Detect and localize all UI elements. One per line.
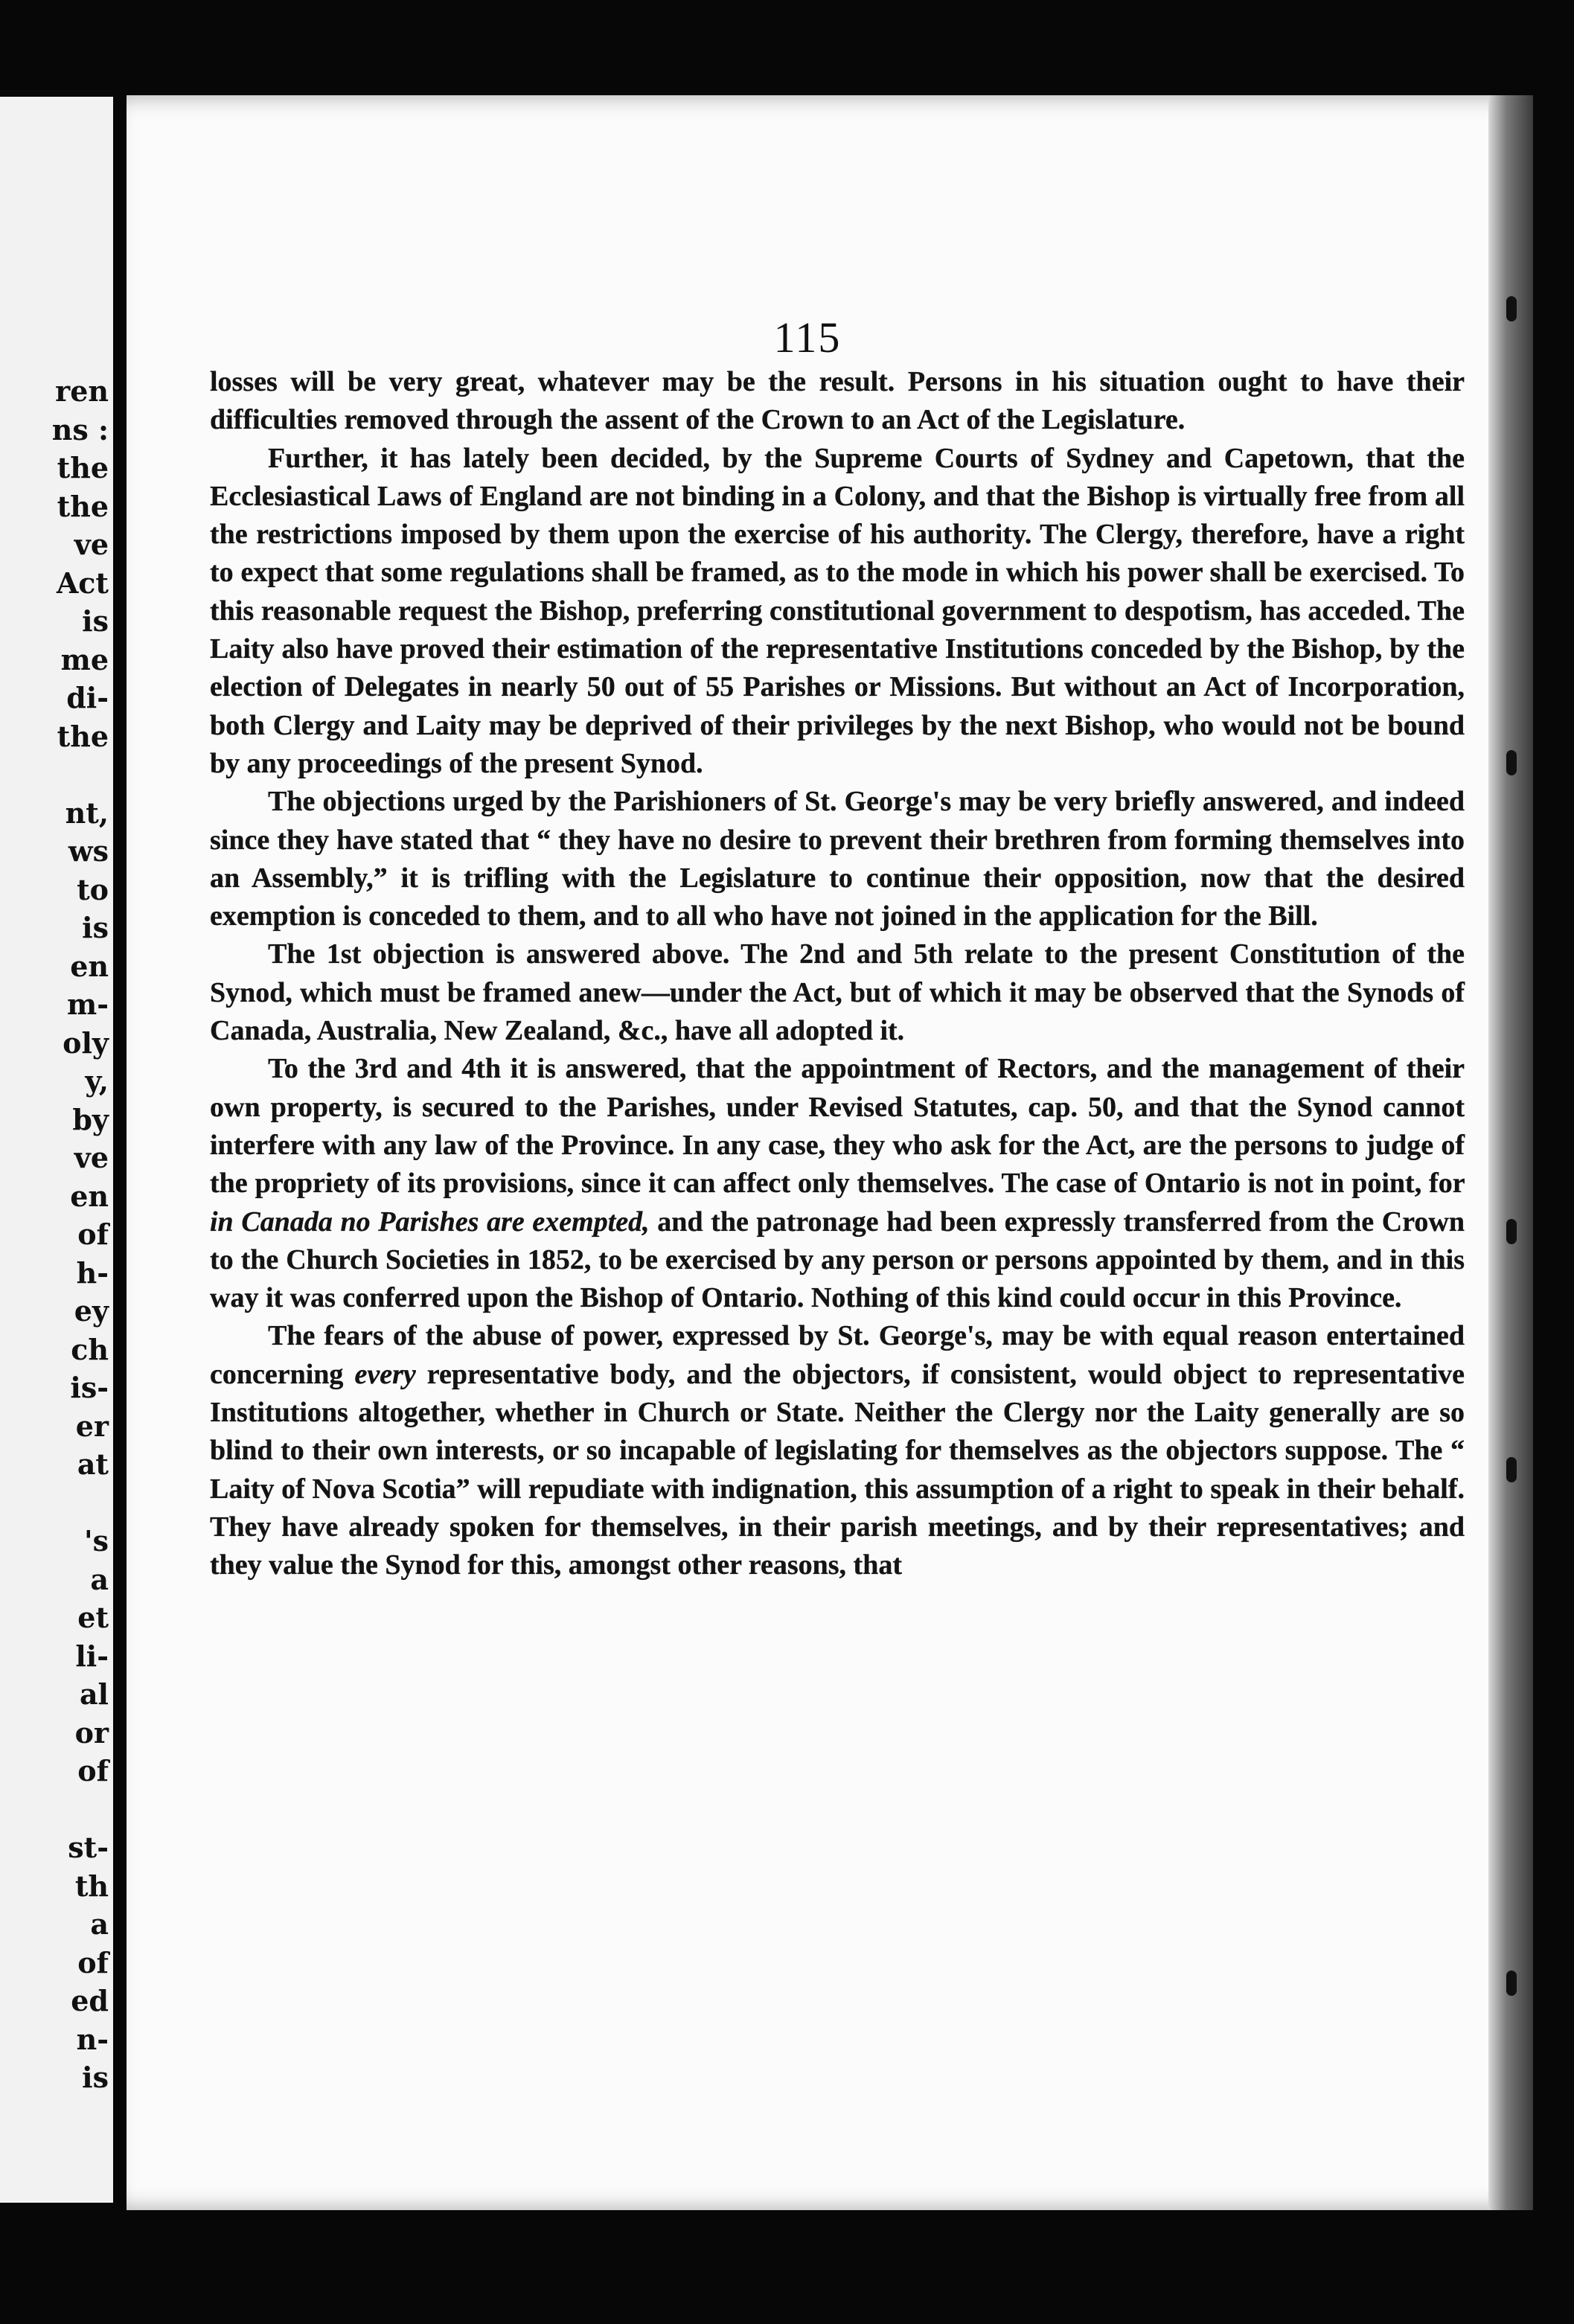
facing-page-line-fragment: is bbox=[82, 604, 109, 638]
facing-page-line-fragment: of bbox=[77, 1217, 109, 1251]
facing-page-line-fragment: the bbox=[57, 719, 109, 753]
page-number: 115 bbox=[773, 313, 842, 362]
facing-page-line-fragment: al bbox=[79, 1677, 109, 1711]
text-run: Further, it has lately been decided, by the Supreme Courts of Sydney and Capetown, that the Ecclesiastical Laws of England are not binding in a Colony, and that the Bishop is virtually free from all the restrictions imposed by them upon the exercise of his authority. The Clergy, therefore, have a right to expect that some regulations shall be framed, as to the mode in which his power shall be exercised. To this reasonable request the Bishop, preferring constitutional government to despotism, has acceded. The Laity also have proved their estimation of the representative Institutions conceded by the Bishop, by the election of Delegates in nearly 50 out of 55 Parishes or Missions. But without an Act of Incorporation, both Clergy and Laity may be deprived of their privileges by the next Bishop, who would not be bound by any proceedings of the present Synod. bbox=[210, 442, 1465, 779]
paragraph bbox=[210, 1317, 1465, 1584]
text-run: The 1st objection is answered above. The 2nd and 5th relate to the present Constitution of the Synod, which must be framed anew—under the Act, but of which it may be observed that the Synods of Canada, Australia, New Zealand, &c., have all adopted it. bbox=[210, 938, 1465, 1047]
binding-mark bbox=[1506, 1457, 1517, 1482]
facing-page-line-fragment: er bbox=[75, 1409, 109, 1443]
paragraph bbox=[210, 935, 1465, 1050]
paragraph bbox=[210, 440, 1465, 784]
italic-text: every bbox=[354, 1358, 416, 1390]
paragraph bbox=[210, 1050, 1465, 1317]
facing-page-line-fragment: or bbox=[74, 1715, 109, 1750]
binding-mark bbox=[1506, 296, 1517, 321]
facing-page-line-fragment: a bbox=[90, 1562, 109, 1596]
facing-page-line-fragment: ws bbox=[68, 834, 109, 868]
facing-page-text-fragments bbox=[0, 372, 113, 2097]
text-run: To the 3rd and 4th it is answered, that the appointment of Rectors, and the management of their own property, is secured to the Parishes, under Revised Statutes, cap. 50, and that the Synod cannot interfere with any law of the Province. In any case, they who ask for the Act, are the persons to judge of the propriety of its provisions, since it can affect only themselves. The case of Ontario is not in point, for bbox=[210, 1053, 1465, 1200]
facing-page-line-fragment: th bbox=[74, 1869, 109, 1903]
facing-page-line-fragment: h- bbox=[76, 1255, 109, 1290]
facing-page-line-fragment: en bbox=[70, 949, 109, 983]
facing-page-line-fragment: ed bbox=[71, 1984, 109, 2017]
facing-page-line-fragment: of bbox=[77, 1945, 109, 1979]
facing-page-line-fragment: the bbox=[57, 489, 109, 523]
facing-page-line-fragment: ren bbox=[55, 374, 109, 408]
facing-page-line-fragment: li- bbox=[75, 1639, 109, 1673]
facing-page-line-fragment: of bbox=[77, 1754, 109, 1787]
page-edge-shadow bbox=[1488, 95, 1533, 2210]
paragraph bbox=[210, 783, 1465, 935]
text-run: losses will be very great, whatever may be the result. Persons in his situation ought to have their difficulties removed through the assent of the Crown to an Act of the Legislature. bbox=[210, 366, 1465, 436]
italic-text: in Canada no Parishes are exempted, bbox=[210, 1206, 650, 1238]
facing-page-line-fragment: m- bbox=[67, 987, 109, 1021]
facing-page-line-fragment: ve bbox=[74, 1141, 109, 1174]
facing-page-line-fragment: to bbox=[77, 872, 109, 906]
facing-page-edge bbox=[0, 97, 113, 2203]
binding-mark bbox=[1506, 1219, 1517, 1244]
facing-page-line-fragment: oly bbox=[63, 1025, 109, 1060]
book-page bbox=[127, 95, 1533, 2210]
facing-page-line-fragment bbox=[0, 1790, 113, 1829]
body-text bbox=[210, 363, 1465, 1585]
facing-page-line-fragment: et bbox=[77, 1601, 109, 1634]
facing-page-line-fragment bbox=[0, 755, 113, 794]
facing-page-line-fragment: is bbox=[82, 911, 109, 944]
facing-page-line-fragment: Act bbox=[56, 566, 109, 600]
facing-page-line-fragment: nt, bbox=[65, 796, 109, 830]
facing-page-line-fragment: 's bbox=[83, 1524, 109, 1558]
facing-page-line-fragment bbox=[0, 1484, 113, 1523]
facing-page-line-fragment: the bbox=[57, 451, 109, 484]
facing-page-line-fragment: a bbox=[90, 1907, 109, 1941]
facing-page-line-fragment: di- bbox=[66, 681, 109, 714]
facing-page-line-fragment: me bbox=[60, 642, 109, 676]
facing-page-line-fragment: st- bbox=[68, 1831, 109, 1864]
facing-page-line-fragment: ch bbox=[71, 1332, 109, 1366]
facing-page-line-fragment: y, bbox=[85, 1064, 109, 1098]
facing-page-line-fragment: is bbox=[82, 2061, 109, 2094]
facing-page-line-fragment: ve bbox=[74, 528, 109, 561]
text-run: The objections urged by the Parishioners of St. George's may be very briefly answered, and indeed since they have stated that “ they have no desire to prevent their brethren from forming themselves into an Assembly,” it is trifling with the Legislature to continue their opposition, now that the desired exemption is conceded to them, and to all who have not joined in the application for the Bill. bbox=[210, 786, 1465, 932]
binding-mark bbox=[1506, 750, 1517, 775]
facing-page-line-fragment: at bbox=[77, 1447, 109, 1481]
facing-page-line-fragment: n- bbox=[76, 2022, 109, 2056]
facing-page-line-fragment: ey bbox=[74, 1294, 109, 1328]
paragraph bbox=[210, 363, 1465, 440]
facing-page-line-fragment: ns : bbox=[51, 412, 109, 446]
binding-mark bbox=[1506, 1971, 1517, 1996]
facing-page-line-fragment: by bbox=[72, 1102, 109, 1136]
facing-page-line-fragment: en bbox=[70, 1179, 109, 1213]
facing-page-line-fragment: is- bbox=[70, 1371, 109, 1404]
text-run: The fears of the abuse of power, expressed by St. George's, may be with equal reason entertained concerning bbox=[210, 1320, 1465, 1390]
text-run: and the patronage had been expressly transferred from the Crown to the Church Societies in 1852, to be exercised by any person or persons appointed by them, and in this way it was conferred upon the Bishop of Ontario. Nothing of this kind could occur in this Province. bbox=[210, 1206, 1465, 1314]
text-run: representative body, and the objectors, if consistent, would object to representative Institutions altogether, whether in Church or State. Neither the Clergy nor the Laity generally are so blind to their own interests, or so incapable of legislating for themselves as the objectors suppose. The “ Laity of Nova Scotia” will repudiate with indignation, this assumption of a right to speak in their behalf. They have already spoken for themselves, in their parish meetings, and by their representatives; and they value the Synod for this, amongst other reasons, that bbox=[210, 1358, 1465, 1581]
